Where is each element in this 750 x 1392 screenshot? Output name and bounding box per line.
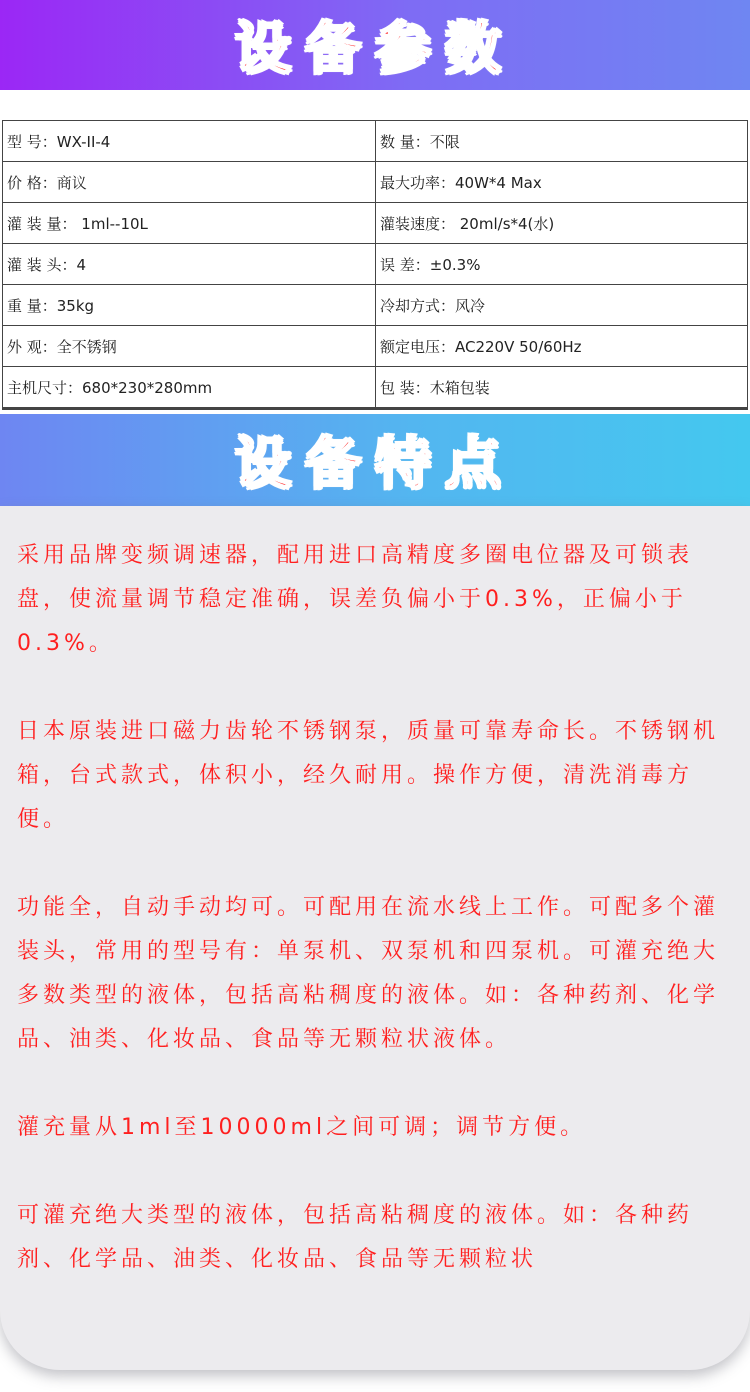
spec-cell: 灌 装 量： 1ml--10L — [3, 203, 376, 244]
features-header-banner — [0, 414, 750, 506]
spec-cell: 灌装速度： 20ml/s*4(水) — [376, 203, 748, 244]
table-row — [3, 367, 748, 409]
spec-cell: 冷却方式：风冷 — [376, 285, 748, 326]
features-panel — [0, 506, 750, 1370]
spec-header-banner — [0, 0, 750, 90]
spec-cell: 主机尺寸：680*230*280mm — [3, 367, 376, 409]
feature-paragraph: 日本原装进口磁力齿轮不锈钢泵，质量可靠寿命长。不锈钢机箱，台式款式，体积小，经久耐用。操作方便，清洗消毒方便。 — [17, 719, 720, 832]
table-row — [3, 285, 748, 326]
spec-cell: 额定电压：AC220V 50/60Hz — [376, 326, 748, 367]
spec-cell: 价 格：商议 — [3, 162, 376, 203]
spec-header-title: 设备参数 — [235, 17, 515, 82]
table-row — [3, 203, 748, 244]
features-text — [17, 534, 729, 1326]
table-row — [3, 326, 748, 367]
feature-paragraph: 灌充量从1ml至10000ml之间可调；调节方便。 — [17, 1115, 587, 1140]
spec-cell: 误 差：±0.3% — [376, 244, 748, 285]
spec-cell: 外 观：全不锈钢 — [3, 326, 376, 367]
features-header-title: 设备特点 — [235, 432, 515, 497]
spec-cell: 灌 装 头：4 — [3, 244, 376, 285]
spec-table — [2, 120, 748, 410]
feature-paragraph: 功能全，自动手动均可。可配用在流水线上工作。可配多个灌装头，常用的型号有：单泵机、双泵机和四泵机。可灌充绝大多数类型的液体，包括高粘稠度的液体。如：各种药剂、化学品、油类、化妆品、食品等无颗粒状液体。 — [17, 895, 720, 1052]
spec-cell: 型 号：WX-II-4 — [3, 121, 376, 162]
feature-paragraph: 可灌充绝大类型的液体，包括高粘稠度的液体。如：各种药剂、化学品、油类、化妆品、食品等无颗粒状 — [17, 1203, 694, 1272]
feature-paragraph: 采用品牌变频调速器，配用进口高精度多圈电位器及可锁表盘，使流量调节稳定准确，误差负偏小于0.3%，正偏小于0.3%。 — [17, 543, 694, 656]
table-row — [3, 121, 748, 162]
table-row — [3, 244, 748, 285]
table-row — [3, 162, 748, 203]
spec-cell: 重 量：35kg — [3, 285, 376, 326]
spec-cell: 包 装：木箱包装 — [376, 367, 748, 409]
spec-cell: 最大功率：40W*4 Max — [376, 162, 748, 203]
spec-cell: 数 量：不限 — [376, 121, 748, 162]
